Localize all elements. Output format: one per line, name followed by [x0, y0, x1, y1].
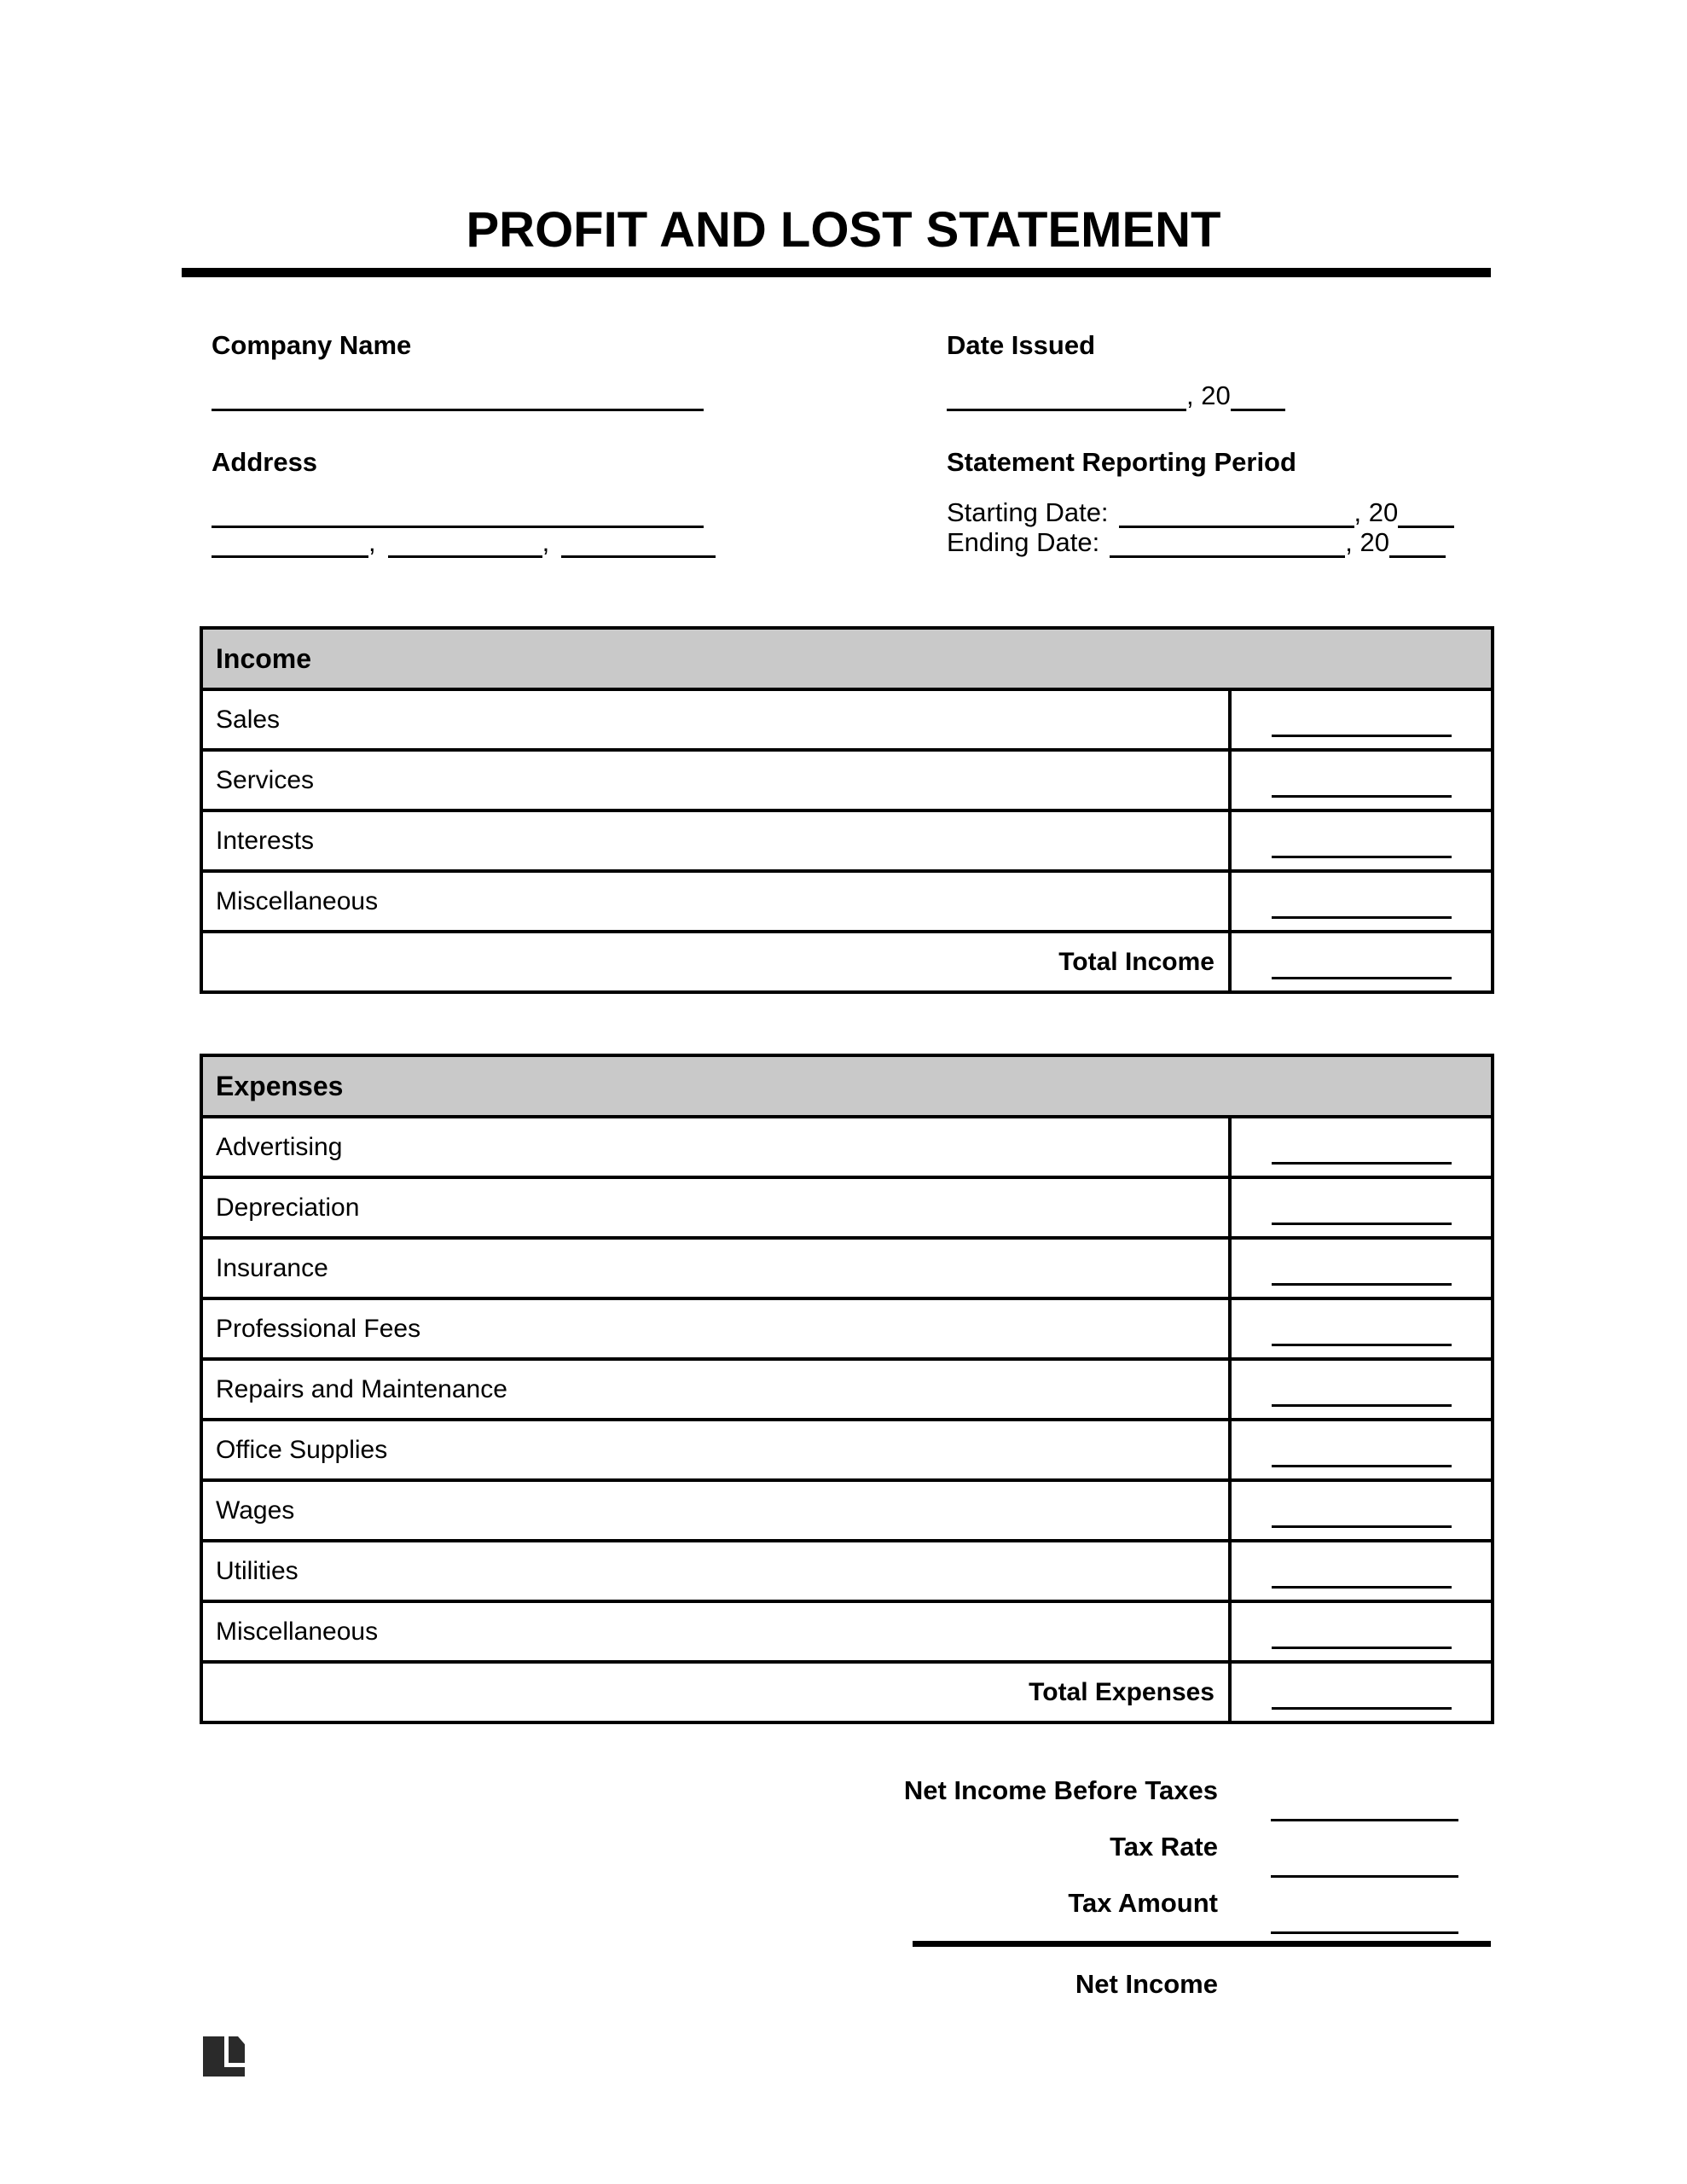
income-row-label: Miscellaneous [201, 871, 1230, 932]
total-expenses-label: Total Expenses [201, 1662, 1230, 1722]
income-total-row [201, 932, 1493, 992]
address-city-state-zip-row [212, 528, 947, 558]
income-row-label: Sales [201, 689, 1230, 750]
table-row [201, 1298, 1493, 1359]
ending-date-row [947, 528, 1493, 558]
net-income-before-taxes-field[interactable] [1271, 1819, 1458, 1821]
expenses-row-label: Insurance [201, 1238, 1230, 1298]
company-name-field[interactable] [212, 404, 704, 411]
expense-amount-field[interactable] [1272, 1162, 1452, 1165]
income-amount-field[interactable] [1272, 795, 1452, 798]
expenses-row-label: Depreciation [201, 1177, 1230, 1238]
date-issued-row [947, 361, 1493, 411]
reporting-period-label: Statement Reporting Period [947, 447, 1296, 477]
info-section [212, 330, 1687, 558]
table-row [201, 1420, 1493, 1480]
net-income-before-taxes-label: Net Income Before Taxes [903, 1775, 1218, 1805]
table-row [201, 1359, 1493, 1420]
expenses-row-label: Advertising [201, 1117, 1230, 1177]
address-street-field[interactable] [212, 520, 704, 528]
table-row [201, 1177, 1493, 1238]
starting-date-year-field[interactable] [1398, 520, 1454, 528]
starting-date-row [947, 478, 1493, 528]
income-amount-field[interactable] [1272, 856, 1452, 858]
net-income-row [200, 1969, 1491, 2000]
table-row [201, 750, 1493, 810]
date-issued-field[interactable] [947, 404, 1186, 411]
date-issued-label: Date Issued [947, 330, 1096, 360]
summary-section [200, 1765, 1491, 2000]
legal-templates-logo [203, 2036, 245, 2077]
year-prefix-text: , 20 [1354, 497, 1399, 527]
address-separator-text: , [368, 527, 376, 557]
income-row-label: Services [201, 750, 1230, 810]
info-column-right [947, 330, 1493, 558]
expenses-row-label: Office Supplies [201, 1420, 1230, 1480]
page-title: PROFIT AND LOST STATEMENT [466, 202, 1221, 258]
title-rule [182, 268, 1491, 277]
tax-rate-label: Tax Rate [1110, 1832, 1218, 1862]
year-prefix-text: , 20 [1345, 527, 1389, 557]
address-zip-field[interactable] [561, 550, 716, 558]
address-state-field[interactable] [388, 550, 542, 558]
table-row [201, 1480, 1493, 1541]
logo-foot-shape [203, 2067, 245, 2077]
address-street-row [212, 478, 947, 528]
company-name-row [212, 361, 947, 411]
expense-amount-field[interactable] [1272, 1465, 1452, 1467]
income-row-label: Interests [201, 810, 1230, 871]
expenses-row-label: Repairs and Maintenance [201, 1359, 1230, 1420]
expenses-row-label: Wages [201, 1480, 1230, 1541]
starting-date-label: Starting Date: [947, 497, 1109, 527]
net-income-label: Net Income [1075, 1969, 1218, 1999]
expenses-row-label: Professional Fees [201, 1298, 1230, 1359]
income-header: Income [201, 628, 1493, 689]
table-row [201, 1117, 1493, 1177]
tax-amount-label: Tax Amount [1068, 1888, 1218, 1918]
address-separator-text: , [542, 527, 550, 557]
tax-amount-field[interactable] [1271, 1931, 1458, 1934]
expenses-header: Expenses [201, 1055, 1493, 1117]
table-row [201, 1601, 1493, 1662]
income-table [200, 626, 1494, 994]
income-header-row [201, 628, 1493, 689]
date-issued-year-field[interactable] [1231, 404, 1285, 411]
tax-rate-field[interactable] [1271, 1875, 1458, 1878]
ending-date-field[interactable] [1110, 550, 1345, 558]
year-prefix-text: , 20 [1186, 380, 1231, 410]
total-income-label: Total Income [201, 932, 1230, 992]
total-expenses-field[interactable] [1272, 1707, 1452, 1710]
expenses-row-label: Utilities [201, 1541, 1230, 1601]
expense-amount-field[interactable] [1272, 1344, 1452, 1346]
starting-date-field[interactable] [1119, 520, 1354, 528]
expense-amount-field[interactable] [1272, 1404, 1452, 1407]
net-income-before-taxes-row [200, 1765, 1491, 1821]
table-row [201, 810, 1493, 871]
net-income-divider-rule [913, 1941, 1491, 1947]
income-amount-field[interactable] [1272, 916, 1452, 919]
ending-date-label: Ending Date: [947, 527, 1100, 557]
table-row [201, 689, 1493, 750]
address-label: Address [212, 447, 318, 477]
info-column-left [212, 330, 947, 558]
tax-rate-row [200, 1821, 1491, 1878]
expense-amount-field[interactable] [1272, 1586, 1452, 1589]
expense-amount-field[interactable] [1272, 1223, 1452, 1225]
company-name-label: Company Name [212, 330, 412, 360]
expense-amount-field[interactable] [1272, 1647, 1452, 1649]
income-amount-field[interactable] [1272, 735, 1452, 737]
tax-amount-row [200, 1878, 1491, 1934]
table-row [201, 871, 1493, 932]
logo-page-shape [229, 2036, 245, 2063]
total-income-field[interactable] [1272, 977, 1452, 979]
expenses-total-row [201, 1662, 1493, 1722]
expenses-header-row [201, 1055, 1493, 1117]
expense-amount-field[interactable] [1272, 1525, 1452, 1528]
ending-date-year-field[interactable] [1389, 550, 1446, 558]
expense-amount-field[interactable] [1272, 1283, 1452, 1286]
expenses-row-label: Miscellaneous [201, 1601, 1230, 1662]
table-row [201, 1541, 1493, 1601]
address-city-field[interactable] [212, 550, 368, 558]
table-row [201, 1238, 1493, 1298]
expenses-table [200, 1054, 1494, 1724]
